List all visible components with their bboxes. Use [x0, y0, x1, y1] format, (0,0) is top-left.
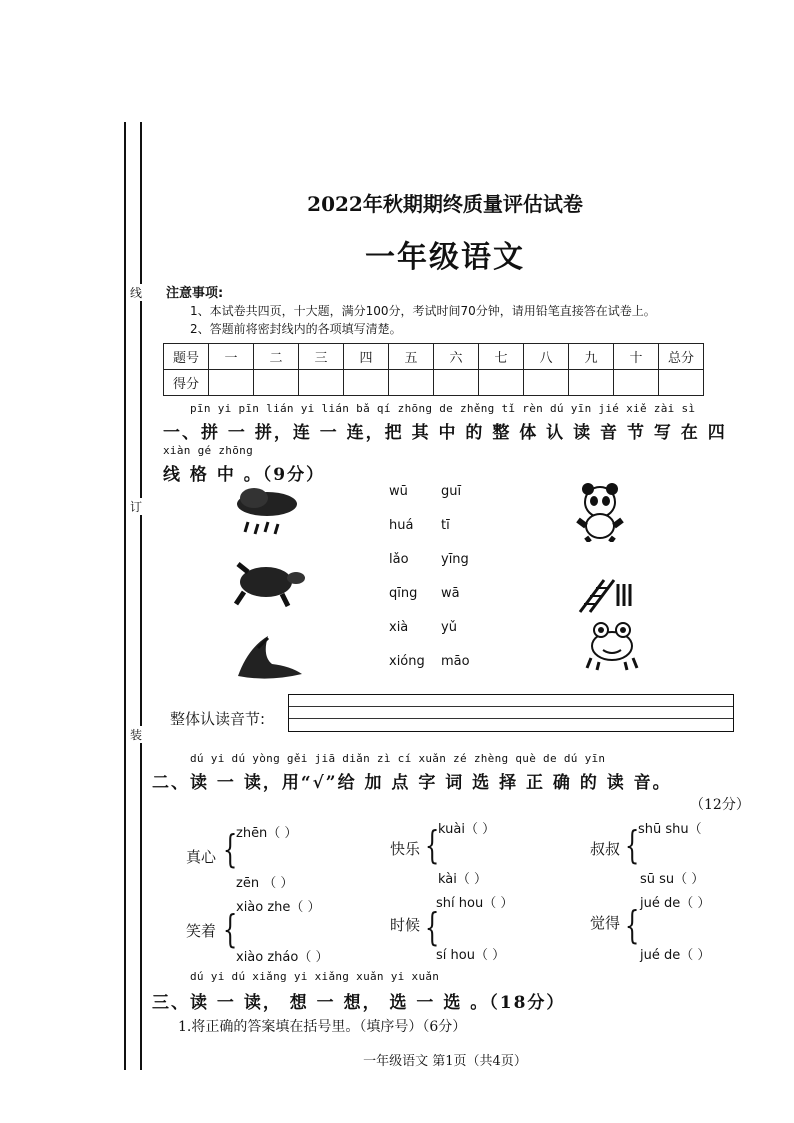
cell: 五 [389, 344, 434, 370]
ladder-picture [574, 574, 634, 616]
score-cell[interactable] [524, 370, 569, 396]
option[interactable]: zhēn（ ） [236, 826, 298, 841]
word-juede: 觉得 [590, 914, 621, 932]
word-shihou: 时候 [390, 916, 421, 934]
brace: { [624, 823, 640, 867]
answer-label: 整体认读音节: [170, 710, 266, 728]
brace: { [424, 905, 440, 949]
q2-title: 二、读 一 读，用“√”给 加 点 字 词 选 择 正 确 的 读 音。 [152, 773, 672, 793]
score-cell[interactable] [659, 370, 704, 396]
exam-title: 2022年秋期期终质量评估试卷 [307, 192, 583, 216]
pinyin-right[interactable]: yǔ [441, 620, 457, 635]
option[interactable]: sū su（ ） [640, 872, 705, 887]
frog-picture [583, 616, 641, 672]
brace: { [222, 827, 238, 871]
q2-pinyin: dú yi dú yòng gěi jiā diǎn zì cí xuǎn zé zhèng què de dú yīn [190, 752, 606, 765]
page-footer: 一年级语文 第1页（共4页） [363, 1054, 527, 1069]
pinyin-left[interactable]: wū [389, 484, 408, 499]
word-zhenxin: 真心 [186, 848, 217, 866]
option[interactable]: kuài（ ） [438, 822, 496, 837]
pinyin-left[interactable]: qīng [389, 586, 418, 601]
q3-title: 三、读 一 读， 想 一 想， 选 一 选 。（18分） [152, 993, 566, 1013]
option[interactable]: sí hou（ ） [436, 948, 506, 963]
pinyin-pairs [389, 484, 470, 688]
score-cell[interactable] [614, 370, 659, 396]
score-table-score-row [164, 370, 704, 396]
pair-row [389, 484, 470, 518]
score-cell[interactable] [209, 370, 254, 396]
option[interactable]: zēn （ ） [236, 876, 294, 891]
score-cell[interactable] [254, 370, 299, 396]
score-cell[interactable] [299, 370, 344, 396]
pinyin-left[interactable]: xióng [389, 654, 425, 669]
cell: 九 [569, 344, 614, 370]
q1-title-2: 线 格 中 。（9分） [163, 465, 326, 485]
option[interactable]: jué de（ ） [640, 896, 711, 911]
margin-label-top: 线 [130, 286, 143, 300]
pinyin-right[interactable]: yīng [441, 552, 469, 567]
score-cell[interactable] [344, 370, 389, 396]
pair-row [389, 654, 470, 688]
brace: { [624, 903, 640, 947]
q3-sub1: 1.将正确的答案填在括号里。（填序号）（6分） [178, 1019, 467, 1035]
notice-heading: 注意事项: [166, 286, 224, 301]
score-cell[interactable] [389, 370, 434, 396]
margin-label-low: 装 [130, 728, 143, 742]
pinyin-right[interactable]: māo [441, 654, 470, 669]
brace: { [222, 907, 238, 951]
option[interactable]: xiào zhe（ ） [236, 900, 321, 915]
cell: 十 [614, 344, 659, 370]
option[interactable]: shū shu（ [638, 822, 702, 837]
notice-item-1: 1、本试卷共四页，十大题，满分100分，考试时间70分钟，请用铅笔直接答在试卷上。 [190, 304, 656, 318]
cell: 六 [434, 344, 479, 370]
pair-row [389, 620, 470, 654]
score-cell[interactable] [569, 370, 614, 396]
cell: 二 [254, 344, 299, 370]
score-table-header-row [164, 344, 704, 370]
cell: 一 [209, 344, 254, 370]
cell: 四 [344, 344, 389, 370]
rain-cloud-picture [232, 486, 302, 546]
eagle-picture [228, 628, 308, 684]
word-kuaile: 快乐 [390, 840, 421, 858]
cell: 八 [524, 344, 569, 370]
exam-subtitle: 一年级语文 [365, 240, 525, 275]
score-cell[interactable] [479, 370, 524, 396]
option[interactable]: kài（ ） [438, 872, 488, 887]
four-line-grid[interactable] [288, 694, 734, 732]
cell: 题号 [164, 344, 209, 370]
word-xiaozhe: 笑着 [186, 922, 217, 940]
pinyin-right[interactable]: guī [441, 484, 462, 499]
panda-picture [568, 480, 632, 542]
pinyin-right[interactable]: tī [441, 518, 450, 533]
pinyin-right[interactable]: wā [441, 586, 460, 601]
pair-row [389, 552, 470, 586]
q3-pinyin: dú yi dú xiǎng yi xiǎng xuǎn yi xuǎn [190, 970, 440, 983]
option[interactable]: shí hou（ ） [436, 896, 514, 911]
option[interactable]: xiào zháo（ ） [236, 950, 329, 965]
q1-pinyin-2: xiàn gé zhōng [163, 444, 253, 457]
pinyin-left[interactable]: huá [389, 518, 414, 533]
score-cell[interactable] [434, 370, 479, 396]
pair-row [389, 518, 470, 552]
margin-label-mid: 订 [130, 500, 143, 514]
cell: 三 [299, 344, 344, 370]
notice-item-2: 2、答题前将密封线内的各项填写清楚。 [190, 322, 402, 336]
pair-row [389, 586, 470, 620]
brace: { [424, 823, 440, 867]
cell: 七 [479, 344, 524, 370]
pinyin-left[interactable]: lǎo [389, 552, 409, 567]
pinyin-left[interactable]: xià [389, 620, 409, 635]
turtle-picture [230, 558, 308, 610]
option[interactable]: jué de（ ） [640, 948, 711, 963]
word-shushu: 叔叔 [590, 840, 621, 858]
cell: 总分 [659, 344, 704, 370]
cell: 得分 [164, 370, 209, 396]
q1-title: 一、拼 一 拼，连 一 连，把 其 中 的 整 体 认 读 音 节 写 在 四 [163, 423, 727, 443]
score-table [163, 343, 704, 396]
q2-points: （12分） [690, 797, 750, 813]
q1-pinyin: pīn yi pīn lián yi lián bǎ qí zhōng de zhěng tǐ rèn dú yīn jié xiě zài sì [190, 402, 696, 415]
